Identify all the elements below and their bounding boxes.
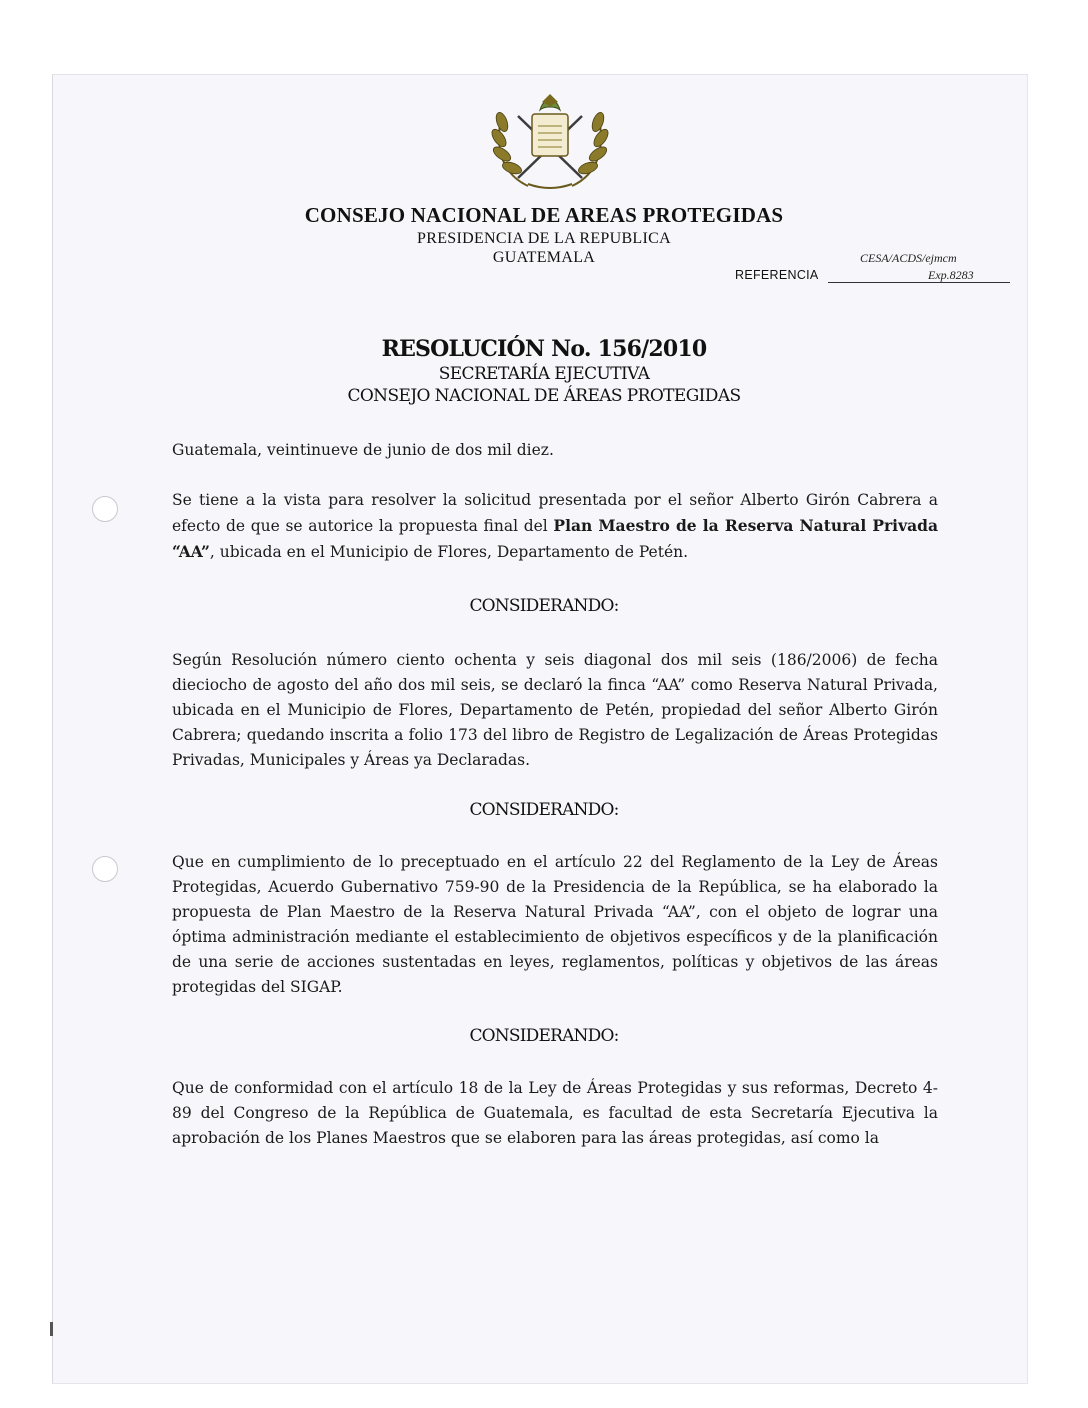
considerando-paragraph-1: Según Resolución número ciento ochenta y seis diagonal dos mil seis (186/2006) de fecha dieciocho de agosto del año dos mil seis, se declaró la finca “AA” como Reserva Natural Privada, ubicada en el Municipio de Flores, Departamento de Petén, propiedad del señor Alberto Girón Cabrera; quedando inscrita a folio 173 del libro de Registro de Legalización de Áreas Protegidas Privadas, Municipales y Áreas ya Declaradas. — [172, 651, 938, 769]
intro-text-end: , ubicada en el Municipio de Flores, Departamento de Petén. — [209, 543, 689, 561]
punch-hole — [92, 856, 118, 882]
reference-code: CESA/ACDS/ejmcm — [860, 251, 957, 265]
letterhead-presidency: PRESIDENCIA DE LA REPUBLICA — [417, 230, 671, 247]
intro-plan-name: Plan Maestro de la Reserva Natural Privada — [553, 516, 939, 535]
reference-file-number: Exp.8283 — [928, 268, 974, 282]
punch-hole — [92, 496, 118, 522]
letterhead-organization: CONSEJO NACIONAL DE AREAS PROTEGIDAS — [304, 203, 784, 227]
considerando-heading: CONSIDERANDO: — [469, 1026, 619, 1046]
coat-of-arms-seal — [488, 86, 612, 198]
intro-text-start: Se tiene a la vista para resolver la solicitud presentada por el señor Alberto Girón Cabrera a efecto de que se autorice la propuesta final del — [172, 491, 938, 535]
reference-label: REFERENCIA — [735, 268, 819, 282]
scan-edge-mark — [50, 1322, 53, 1336]
considerando-heading: CONSIDERANDO: — [469, 596, 619, 616]
letterhead-country: GUATEMALA — [492, 249, 596, 266]
considerando-heading: CONSIDERANDO: — [469, 800, 619, 820]
resolution-title: RESOLUCIÓN No. 156/2010 — [381, 336, 707, 362]
issuing-secretariat: SECRETARÍA EJECUTIVA — [438, 364, 650, 384]
considerando-paragraph-2: Que en cumplimiento de lo preceptuado en el artículo 22 del Reglamento de la Ley de Áreas Protegidas, Acuerdo Gubernativo 759-90 de la Presidencia de la República, se ha elaborado la propuesta de Plan Maestro de la Reserva Natural Privada “AA”, con el objeto de lograr una óptima administración mediante el establecimiento de objetivos específicos y de la planificación de una serie de acciones sustentadas en leyes, reglamentos, políticas y objetivos de las áreas protegidas del SIGAP. — [172, 853, 938, 996]
intro-reserve-name: “AA” — [172, 542, 210, 561]
resolution-date: Guatemala, veintinueve de junio de dos mil diez. — [172, 441, 554, 459]
intro-paragraph — [172, 488, 938, 565]
considerando-paragraph-3: Que de conformidad con el artículo 18 de la Ley de Áreas Protegidas y sus reformas, Decreto 4-89 del Congreso de la República de Guatemala, es facultad de esta Secretaría Ejecutiva la aprobación de los Planes Maestros que se elaboren para las áreas protegidas, así como la — [172, 1079, 938, 1147]
issuing-council: CONSEJO NACIONAL DE ÁREAS PROTEGIDAS — [347, 386, 741, 406]
reference-underline — [828, 282, 1010, 283]
